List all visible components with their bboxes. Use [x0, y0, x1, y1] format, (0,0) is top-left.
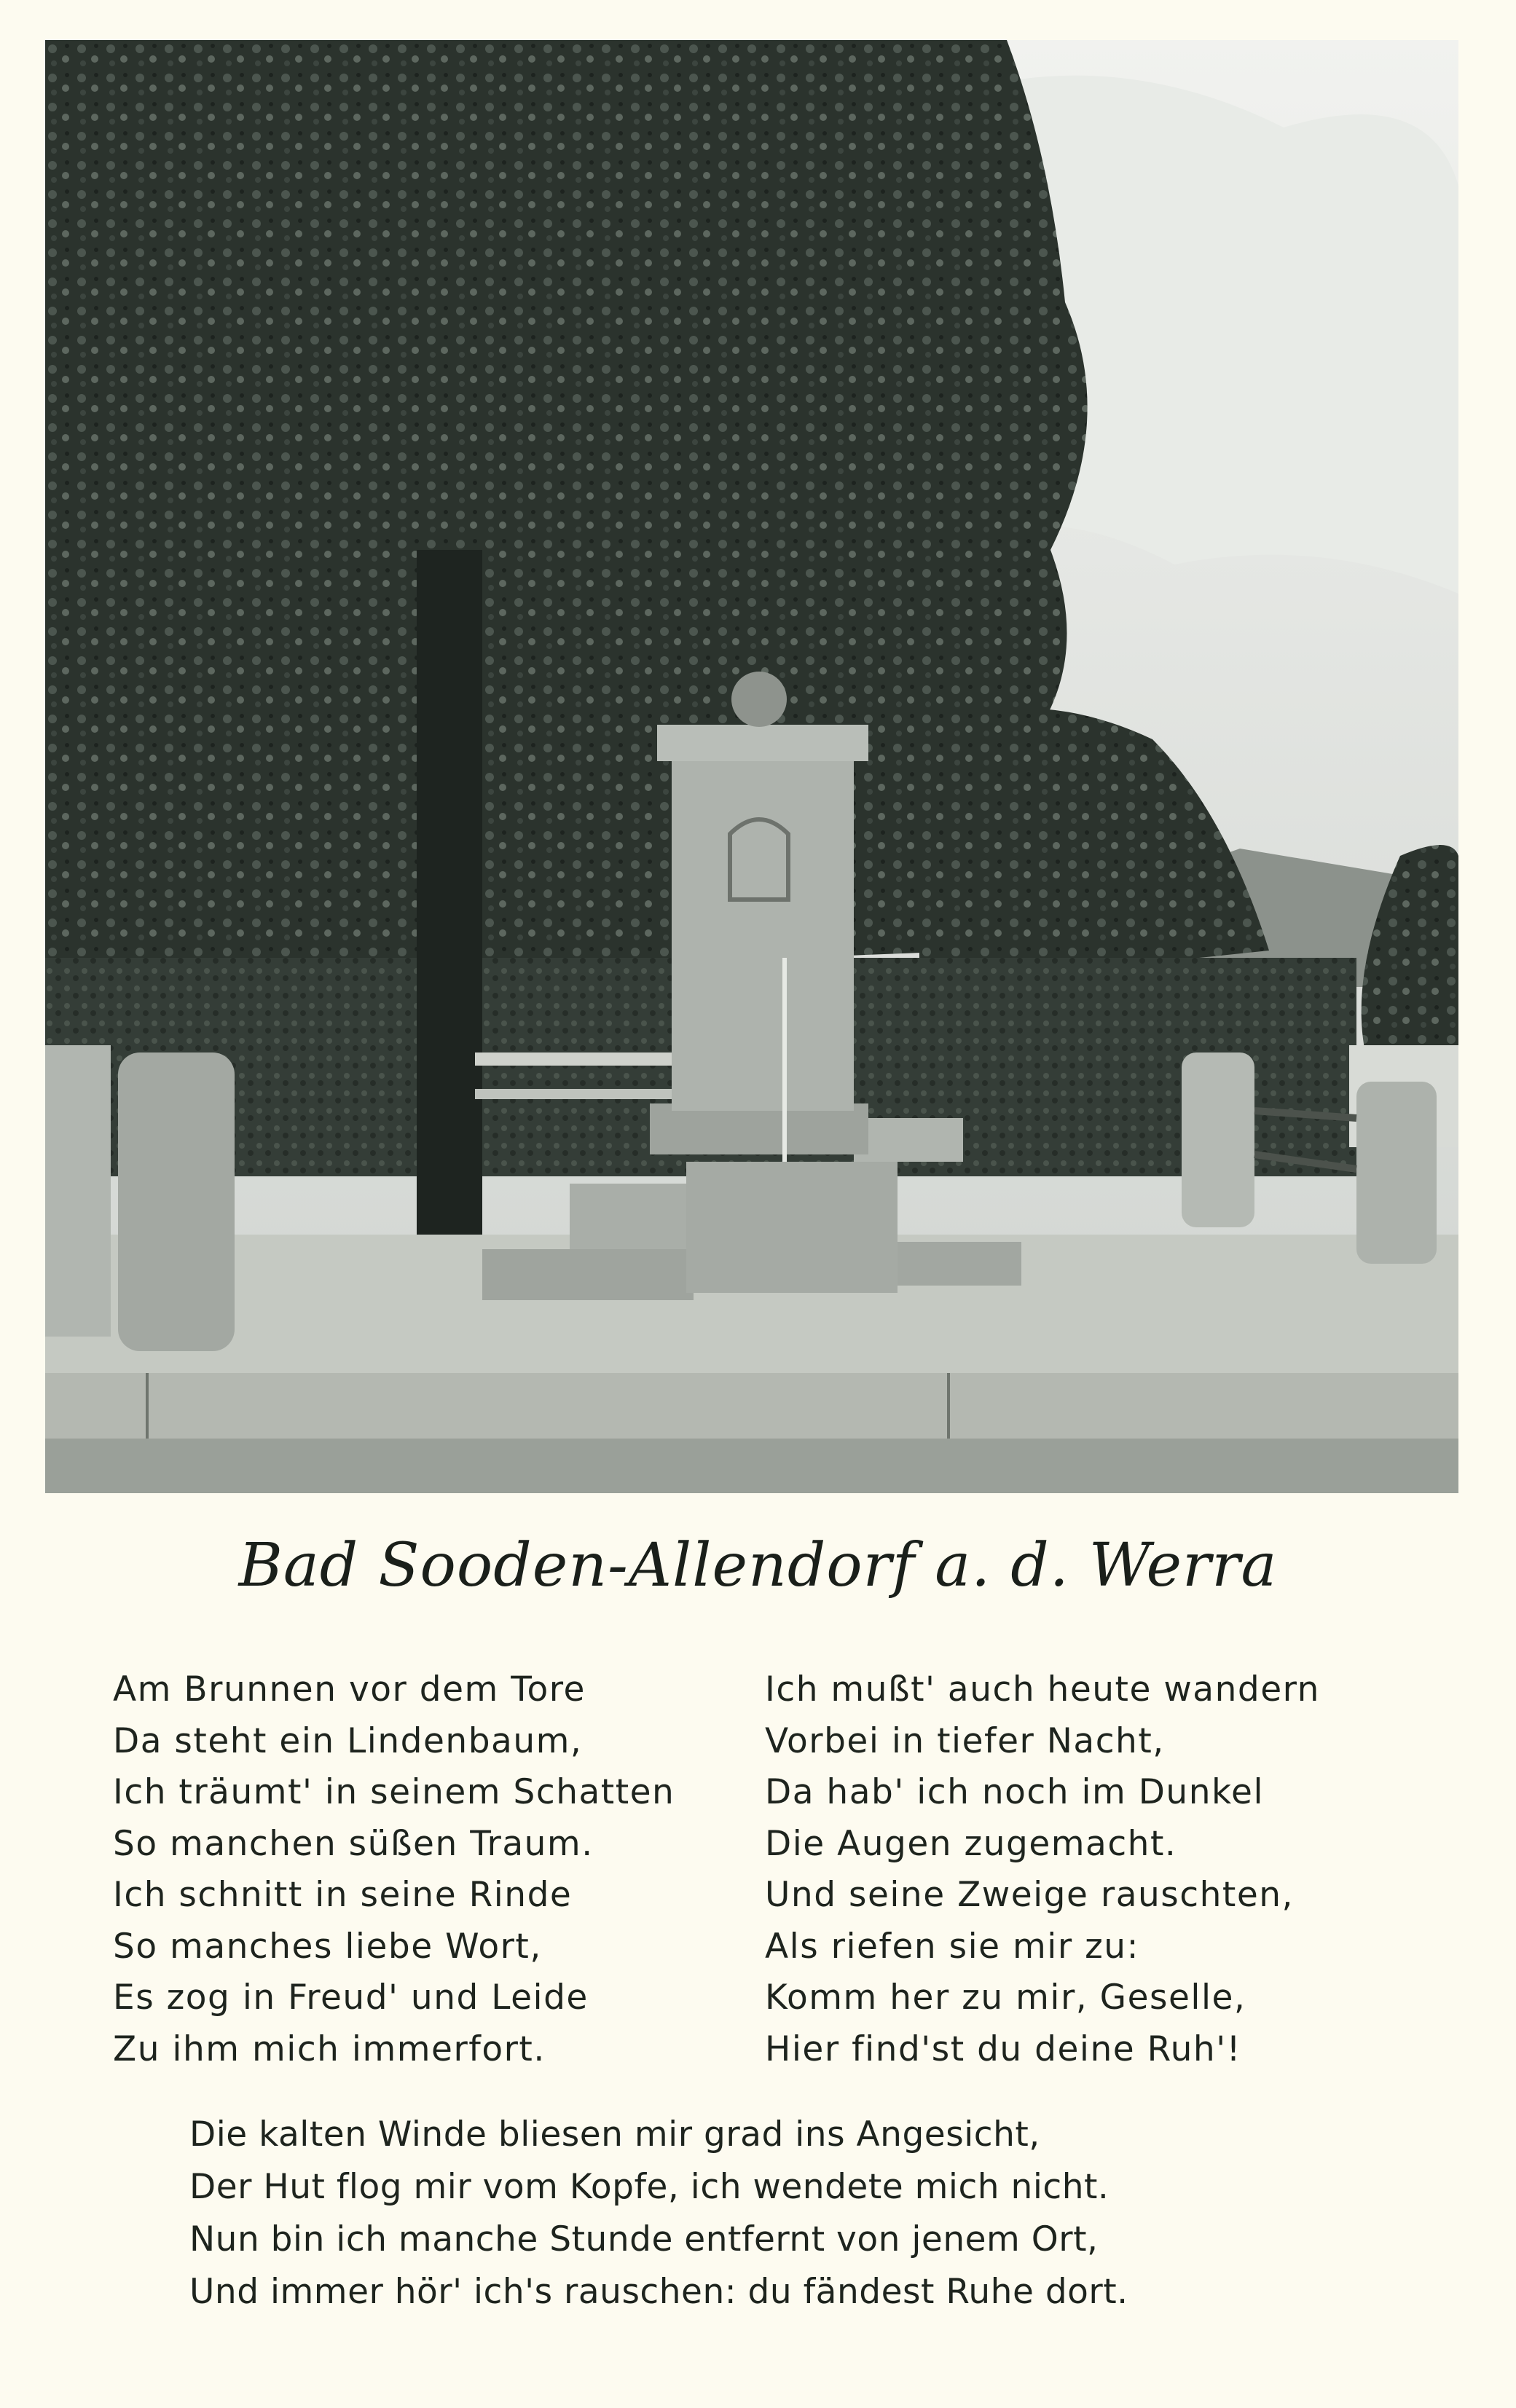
- bollard-right: [1182, 1052, 1254, 1227]
- verse-line: Hier find'st du deine Ruh'!: [765, 2029, 1241, 2069]
- verse-line: So manchen süßen Traum.: [113, 1823, 594, 1864]
- tree-trunk: [417, 550, 482, 1242]
- verse-line: Der Hut flog mir vom Kopfe, ich wendete mich nicht.: [189, 2167, 1109, 2207]
- fountain-base: [650, 1103, 868, 1154]
- verse-right-column: [765, 1664, 1320, 2075]
- curb: [45, 1373, 1458, 1439]
- verse-line: Und immer hör' ich's rauschen: du fändest Ruhe dort.: [189, 2272, 1128, 2312]
- fountain-pillar: [672, 754, 854, 1111]
- verse-line: Ich schnitt in seine Rinde: [113, 1875, 573, 1915]
- verse-left-column: [113, 1664, 675, 2075]
- postcard-title: Bad Sooden-Allendorf a. d. Werra: [238, 1531, 1278, 1600]
- bench: [475, 1052, 686, 1066]
- photo-illustration: [45, 40, 1458, 1493]
- verse-line: Da hab' ich noch im Dunkel: [765, 1772, 1265, 1812]
- verse-line: Komm her zu mir, Geselle,: [765, 1978, 1246, 2018]
- fountain-cap: [657, 725, 868, 761]
- fountain-ball: [731, 672, 787, 727]
- verse-line: Als riefen sie mir zu:: [765, 1926, 1139, 1967]
- verse-line: Und seine Zweige rauschten,: [765, 1875, 1294, 1915]
- verse-line: Vorbei in tiefer Nacht,: [765, 1720, 1165, 1761]
- fountain-photo: [45, 40, 1458, 1493]
- bollard-left: [118, 1052, 235, 1351]
- verse-line: Die Augen zugemacht.: [765, 1823, 1177, 1864]
- verse-line: Da steht ein Lindenbaum,: [113, 1720, 583, 1761]
- verse-line: Die kalten Winde bliesen mir grad ins Angesicht,: [189, 2114, 1040, 2155]
- verse-line: So manches liebe Wort,: [113, 1926, 542, 1967]
- verse-line: Ich träumt' in seinem Schatten: [113, 1772, 675, 1812]
- verse-line: Nun bin ich manche Stunde entfernt von jenem Ort,: [189, 2219, 1099, 2259]
- verse-line: Am Brunnen vor dem Tore: [113, 1669, 586, 1709]
- verse-line: Zu ihm mich immerfort.: [113, 2029, 546, 2069]
- fountain-trough: [686, 1162, 898, 1293]
- verse-line: Es zog in Freud' und Leide: [113, 1978, 589, 2018]
- verse-bottom-stanza: [189, 2109, 1128, 2318]
- verse-line: Ich mußt' auch heute wandern: [765, 1669, 1320, 1709]
- step-left: [482, 1249, 694, 1300]
